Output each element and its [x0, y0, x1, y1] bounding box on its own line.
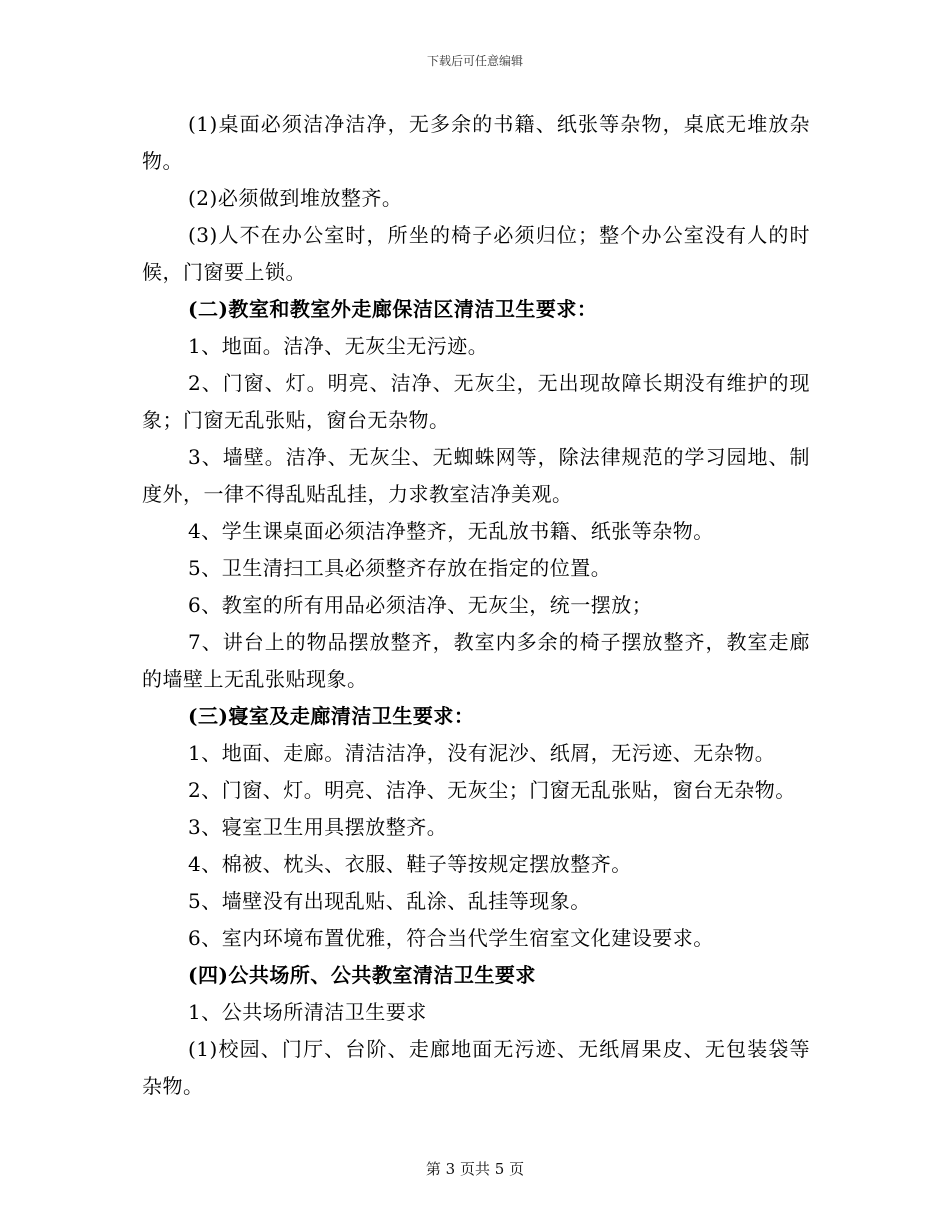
paragraph: 2、门窗、灯。明亮、洁净、无灰尘；门窗无乱张贴，窗台无杂物。: [188, 778, 796, 802]
paragraph: 1、地面。洁净、无灰尘无污迹。: [188, 334, 489, 358]
paragraph: (1)桌面必须洁净洁净，无多余的书籍、纸张等杂物，桌底无堆放杂物。: [142, 112, 810, 173]
section-heading: (四)公共场所、公共教室清洁卫生要求: [188, 963, 536, 987]
paragraph: (1)校园、门厅、台阶、走廊地面无污迹、无纸屑果皮、无包装袋等杂物。: [142, 1037, 810, 1098]
paragraph: (3)人不在办公室时，所坐的椅子必须归位；整个办公室没有人的时候，门窗要上锁。: [142, 223, 810, 284]
paragraph: 5、墙壁没有出现乱贴、乱涂、乱挂等现象。: [188, 889, 591, 913]
document-body: [142, 106, 810, 1105]
paragraph: (2)必须做到堆放整齐。: [188, 186, 403, 210]
page-header: 下载后可任意编辑: [426, 54, 523, 68]
paragraph: 6、室内环境布置优雅，符合当代学生宿室文化建设要求。: [188, 926, 714, 950]
paragraph: 4、棉被、枕头、衣服、鞋子等按规定摆放整齐。: [188, 852, 632, 876]
paragraph: 3、墙壁。洁净、无灰尘、无蜘蛛网等，除法律规范的学习园地、制度外，一律不得乱贴乱挂，力求教室洁净美观。: [142, 445, 810, 506]
section-heading: (二)教室和教室外走廊保洁区清洁卫生要求：: [188, 297, 598, 321]
paragraph: 3、寝室卫生用具摆放整齐。: [188, 815, 448, 839]
paragraph: 6、教室的所有用品必须洁净、无灰尘，统一摆放；: [188, 593, 653, 617]
page-footer: 第 3 页共 5 页: [425, 1160, 525, 1178]
paragraph: 5、卫生清扫工具必须整齐存放在指定的位置。: [188, 556, 612, 580]
section-heading: (三)寝室及走廊清洁卫生要求：: [188, 704, 475, 728]
paragraph: 2、门窗、灯。明亮、洁净、无灰尘，无出现故障长期没有维护的现象；门窗无乱张贴，窗台无杂物。: [142, 371, 810, 432]
paragraph: 4、学生课桌面必须洁净整齐，无乱放书籍、纸张等杂物。: [188, 519, 714, 543]
paragraph: 1、地面、走廊。清洁洁净，没有泥沙、纸屑，无污迹、无杂物。: [188, 741, 776, 765]
paragraph: 7、讲台上的物品摆放整齐，教室内多余的椅子摆放整齐，教室走廊的墙壁上无乱张贴现象。: [142, 630, 810, 691]
paragraph: 1、公共场所清洁卫生要求: [188, 1000, 427, 1024]
